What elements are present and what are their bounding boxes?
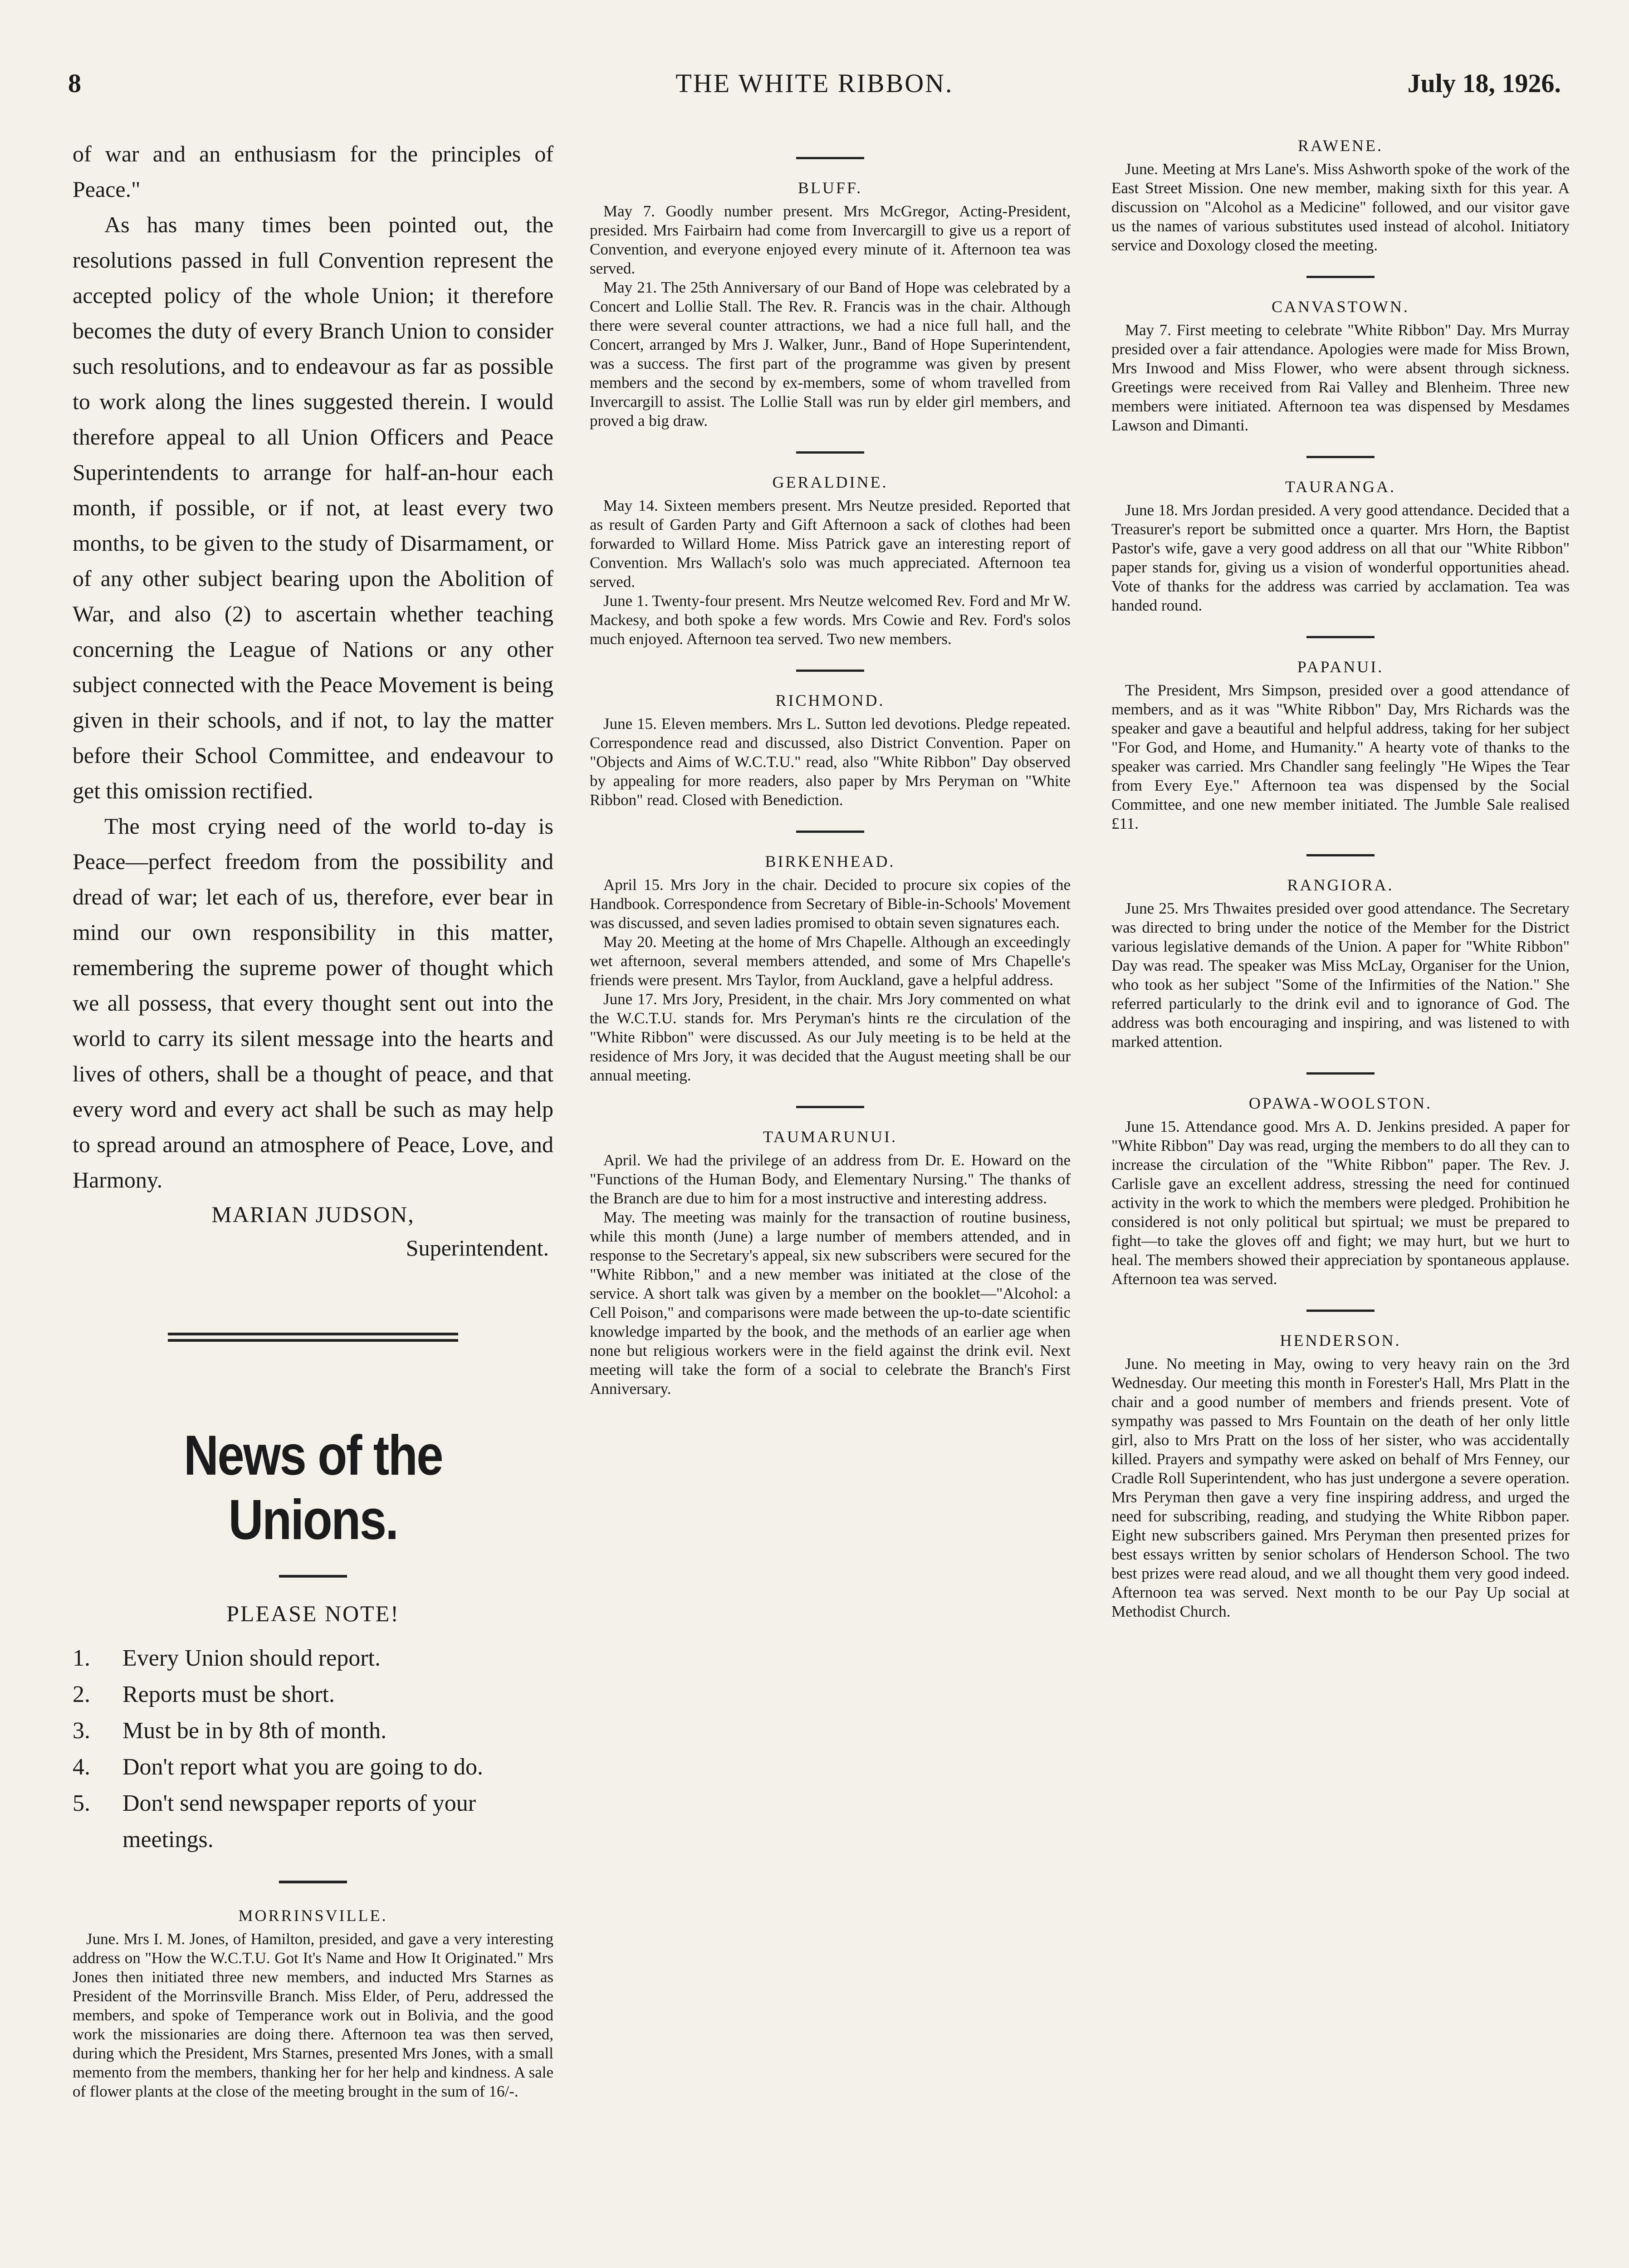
report-paragraph: April 15. Mrs Jory in the chair. Decided to procure six copies of the Handbook. Correspondence from Secretary of Bible-in-Schools' Movement was discussed, and seven ladies promised to obtain seven signatures each. xyxy=(590,876,1071,932)
report-heading: HENDERSON. xyxy=(1280,1331,1401,1349)
report-heading: RAWENE. xyxy=(1297,137,1384,155)
divider xyxy=(796,831,864,833)
column-1 xyxy=(73,136,553,2101)
report-paragraph: June. No meeting in May, owing to very heavy rain on the 3rd Wednesday. Our meeting this month in Forester's Hall, Mrs Platt in the chair and a good number of members and friends present. Vote of sympathy was passed to Mrs Fountain on the death of her only little girl, also to Mrs Pratt on the loss of her sister, who was accidentally killed. Prayers and sympathy were asked on behalf of Mrs Fenney, our Cradle Roll Superintendent, who has just undergone a severe operation. Mrs Peryman then gave a very fine inspiring address, and urged the need for subscribing, reading, and studying the White Ribbon paper. Eight new subscribers gained. Mrs Peryman then presented prizes for best essays written by senior scholars of Henderson School. The two best prizes were read aloud, and we all thought them very good indeed. Afternoon tea was served. Next month to be our Pay Up social at Methodist Church. xyxy=(1111,1355,1570,1620)
union-report xyxy=(1111,1331,1570,1621)
divider xyxy=(279,1575,347,1578)
column-3 xyxy=(1111,136,1570,1621)
report-paragraph: May 14. Sixteen members present. Mrs Neutze presided. Reported that as result of Garden Party and Gift Afternoon a sack of clothes had been forwarded to Willard Home. Miss Patrick gave an interesting report of Convention. Mrs Wallach's solo was much appreciated. Afternoon tea served. xyxy=(590,497,1071,591)
report-heading: PAPANUI. xyxy=(1297,658,1384,676)
divider xyxy=(796,1106,864,1108)
report-heading: BLUFF. xyxy=(797,179,863,197)
union-report xyxy=(590,178,1071,430)
union-report xyxy=(1111,297,1570,435)
union-report xyxy=(590,473,1071,649)
divider xyxy=(796,451,864,454)
double-rule xyxy=(168,1333,458,1342)
union-report xyxy=(1111,1094,1570,1289)
list-item: 1. Every Union should report. xyxy=(73,1645,381,1671)
divider xyxy=(1306,276,1375,278)
report-paragraph: May 7. Goodly number present. Mrs McGregor, Acting-President, presided. Mrs Fairbairn had come from Invercargill to give us a report of Convention, and everyone enjoyed every minute of it. Afternoon tea was served. xyxy=(590,202,1071,277)
union-report xyxy=(1111,657,1570,833)
report-paragraph: The President, Mrs Simpson, presided over a good attendance of members, and as it was "White Ribbon" Day, Mrs Richards was the speaker and gave a beautiful and helpful address, taking for her subject "For God, and Home, and Humanity." A hearty vote of thanks to the speaker was carried. Mrs Chandler sang feelingly "He Wipes the Tear from Every Eye." Afternoon tea was dispensed by the Social Committee, and one new member initiated. The Jumble Sale realised £11. xyxy=(1111,681,1570,832)
report-paragraph: June 15. Attendance good. Mrs A. D. Jenkins presided. A paper for "White Ribbon" Day was read, urging the members to do all they can to increase the circulation of the "White Ribbon" paper. The Rev. J. Carlisle gave an excellent address, stressing the need for continued activity in the work to which the members were pledged. Prohibition he considered is not only political but spirtual; we must be prepared to fight—to take the gloves off and fight; we may hurt, but we hurt to heal. The members showed their appreciation by spontaneous applause. Afternoon tea was served. xyxy=(1111,1118,1570,1288)
union-report xyxy=(590,1127,1071,1398)
rules-list xyxy=(73,1640,553,1858)
report-paragraph: June 15. Eleven members. Mrs L. Sutton led devotions. Pledge repeated. Correspondence read and discussed, also District Convention. Paper on "Objects and Aims of W.C.T.U." read, also "White Ribbon" Day observed by appealing for more readers, also paper by Mrs Peryman on "White Ribbon" read. Closed with Benediction. xyxy=(590,715,1071,809)
report-paragraph: June 17. Mrs Jory, President, in the chair. Mrs Jory commented on what the W.C.T.U. stands for. Mrs Peryman's hints re the circulation of the "White Ribbon" were discussed. As our July meeting is to be held at the residence of Mrs Jory, it was decided that the August meeting shall be our annual meeting. xyxy=(590,990,1071,1084)
divider xyxy=(1306,456,1375,458)
list-item: 4. Don't report what you are going to do. xyxy=(73,1754,483,1780)
divider xyxy=(279,1881,347,1883)
signature-name: MARIAN JUDSON, xyxy=(211,1202,415,1227)
article-paragraph: As has many times been pointed out, the resolutions passed in full Convention represent the accepted policy of the whole Union; it therefore becomes the duty of every Branch Union to consider such resolutions, and to endeavour as far as possible to work along the lines suggested therein. I would therefore appeal to all Union Officers and Peace Superintendents to arrange for half-an-hour each month, if possible, or if not, at least every two months, to be given to the study of Disarmament, or of any other subject bearing upon the Abolition of War, and also (2) to ascertain whether teaching concerning the League of Nations or any other subject connected with the Peace Movement is being given in their schools, and if not, to lay the matter before their School Committee, and endeavour to get this omission rectified. xyxy=(73,212,553,803)
report-heading: RICHMOND. xyxy=(775,691,885,709)
list-item: 3. Must be in by 8th of month. xyxy=(73,1718,387,1744)
report-heading: BIRKENHEAD. xyxy=(765,852,895,870)
union-report xyxy=(1111,136,1570,255)
newspaper-title: THE WHITE RIBBON. xyxy=(675,68,954,98)
column-2 xyxy=(590,136,1071,1398)
divider xyxy=(1306,1310,1375,1312)
union-report xyxy=(1111,875,1570,1051)
report-heading: CANVASTOWN. xyxy=(1272,298,1409,316)
union-report xyxy=(590,691,1071,810)
list-item: 5. Don't send newspaper reports of your meetings. xyxy=(73,1790,476,1853)
article-paragraph: The most crying need of the world to-day is Peace—perfect freedom from the possibility and dread of war; let each of us, therefore, ever bear in mind our own responsibility in this matter, remembering the supreme power of thought which we all possess, that every thought sent out into the world to carry its silent message into the hearts and lives of others, shall be a thought of peace, and that every word and every act shall be such as may help to spread around an atmosphere of Peace, Love, and Harmony. xyxy=(73,813,553,1193)
section-heading: News of the Unions. xyxy=(183,1424,443,1551)
union-report xyxy=(1111,477,1570,615)
divider xyxy=(1306,636,1375,638)
report-paragraph: April. We had the privilege of an address from Dr. E. Howard on the "Functions of the Human Body, and Elementary Nursing." The thanks of the Branch are due to him for a most instructive and interesting address. xyxy=(590,1151,1071,1207)
report-heading: RANGIORA. xyxy=(1287,876,1394,894)
report-heading: OPAWA-WOOLSTON. xyxy=(1248,1094,1433,1112)
list-item: 2. Reports must be short. xyxy=(73,1681,335,1707)
page-header xyxy=(68,68,1561,109)
signature-role: Superintendent. xyxy=(406,1235,549,1261)
union-report xyxy=(590,852,1071,1085)
report-paragraph: June. Meeting at Mrs Lane's. Miss Ashworth spoke of the work of the East Street Mission. One new member, making sixth for this year. A discussion on "Alcohol as a Medicine" followed, and our visitor gave us the names of various substitutes used instead of alcohol. Initiatory service and Doxology closed the meeting. xyxy=(1111,160,1570,254)
divider xyxy=(796,157,864,159)
report-heading: TAURANGA. xyxy=(1285,478,1396,496)
report-paragraph: June. Mrs I. M. Jones, of Hamilton, presided, and gave a very interesting address on "How the W.C.T.U. Got It's Name and How It Originated." Mrs Jones then initiated three new members, and inducted Mrs Starnes as President of the Morrinsville Branch. Miss Elder, of Peru, addressed the members, and spoke of Temperance work out in Bolivia, and the good work the missionaries are doing there. Afternoon tea was then served, during which the President, Mrs Starnes, presented Mrs Jones, with a small memento from the members, thanking her for her help and kindness. A sale of flower plants at the close of the meeting brought in the sum of 16/-. xyxy=(73,1930,553,2100)
divider xyxy=(796,670,864,672)
issue-date: July 18, 1926. xyxy=(1407,68,1561,98)
report-heading: GERALDINE. xyxy=(772,473,888,491)
report-paragraph: May 7. First meeting to celebrate "White Ribbon" Day. Mrs Murray presided over a fair attendance. Apologies were made for Miss Brown, Mrs Inwood and Miss Flower, who were absent through sickness. Greetings were received from Rai Valley and Blenheim. Three new members were initiated. Afternoon tea was dispensed by Mesdames Lawson and Dimanti. xyxy=(1111,321,1570,434)
report-paragraph: June 25. Mrs Thwaites presided over good attendance. The Secretary was directed to bring under the notice of the Member for the District various legislative demands of the Union. A paper for "White Ribbon" Day was read. The speaker was Miss McLay, Organiser for the Union, who took as her subject "Some of the Infirmities of the Nation." She referred particularly to the drink evil and to ignorance of God. The address was both encouraging and inspiring, and was listened to with marked attention. xyxy=(1111,899,1570,1051)
divider xyxy=(1306,1072,1375,1075)
divider xyxy=(1306,854,1375,856)
report-paragraph: May 21. The 25th Anniversary of our Band of Hope was celebrated by a Concert and Lollie Stall. The Rev. R. Francis was in the chair. Although there were several counter attractions, we had a nice full hall, and the Concert, arranged by Mrs J. Walker, Junr., Band of Hope Superintendent, was a success. The first part of the programme was given by present members and the second by ex-members, some of whom travelled from Invercargill to assist. The Lollie Stall was run by elder girl members, and proved a big draw. xyxy=(590,279,1071,430)
article-paragraph: of war and an enthusiasm for the principles of Peace." xyxy=(73,141,553,202)
report-paragraph: June 18. Mrs Jordan presided. A very good attendance. Decided that a Treasurer's report be submitted once a quarter. Mrs Horn, the Baptist Pastor's wife, gave a very good address on all that our "White Ribbon" paper stands for, giving us a vision of wonderful opportunities ahead. Vote of thanks for the address was carried by acclamation. Tea was handed round. xyxy=(1111,501,1570,614)
report-heading: TAUMARUNUI. xyxy=(763,1128,898,1146)
report-paragraph: May. The meeting was mainly for the transaction of routine business, while this month (June) a large number of members attended, and in response to the Secretary's appeal, six new subscribers were secured for the "White Ribbon," and a new member was initiated at the close of the service. A short talk was given by a member on the booklet—"Alcohol: a Cell Poison," and comparisons were made between the up-to-date scientific knowledge imparted by the book, and the methods of an earlier age when none but religious workers were in the field against the drink evil. Next meeting will take the form of a social to celebrate the Branch's First Anniversary. xyxy=(590,1208,1071,1398)
report-paragraph: May 20. Meeting at the home of Mrs Chapelle. Although an exceedingly wet afternoon, several members attended, and some of Mrs Chapelle's friends were present. Mrs Taylor, from Auckland, gave a helpful address. xyxy=(590,933,1071,989)
report-paragraph: June 1. Twenty-four present. Mrs Neutze welcomed Rev. Ford and Mr W. Mackesy, and both spoke a few words. Mrs Cowie and Rev. Ford's solos much enjoyed. Afternoon tea served. Two new members. xyxy=(590,592,1071,648)
report-heading: MORRINSVILLE. xyxy=(238,1906,388,1925)
page-number: 8 xyxy=(68,68,81,98)
union-report xyxy=(73,1906,553,2101)
please-note-heading: PLEASE NOTE! xyxy=(226,1601,400,1626)
